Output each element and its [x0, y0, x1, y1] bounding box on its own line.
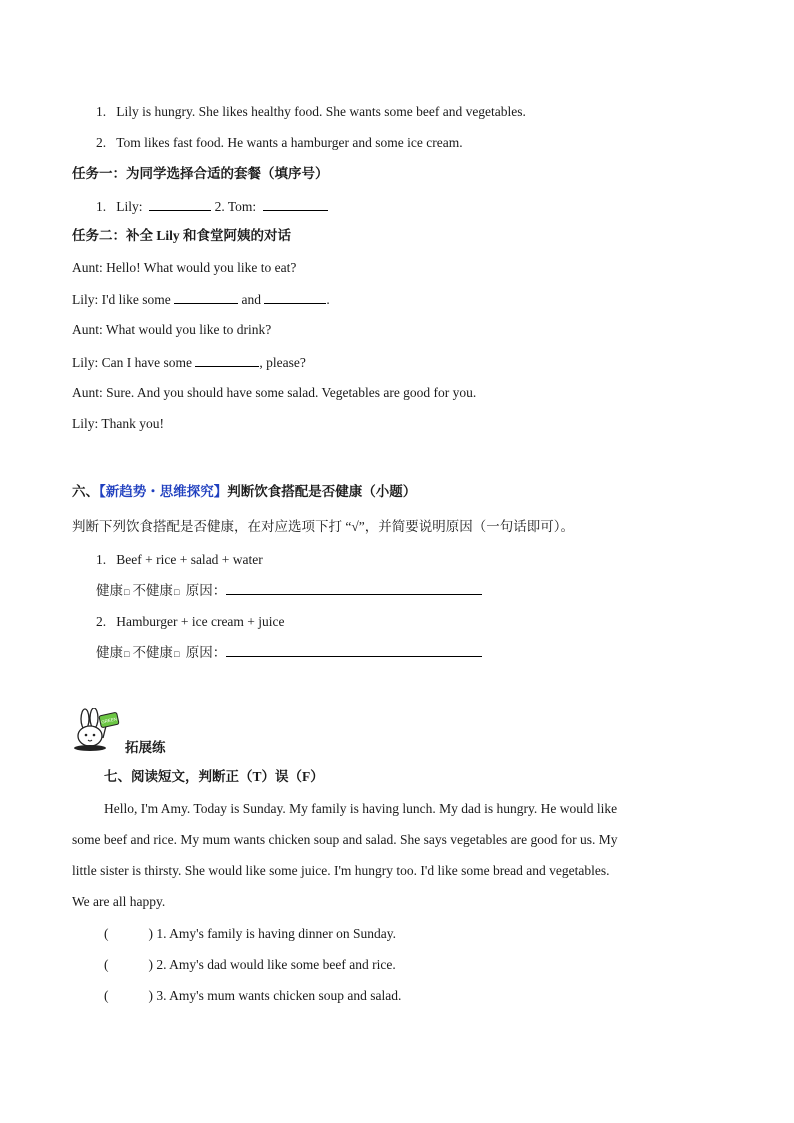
- unhealthy-label: 不健康: [132, 645, 173, 660]
- lily-label: Lily:: [116, 199, 143, 214]
- dialogue-text: , please?: [259, 355, 306, 370]
- answer-paren-close[interactable]: ): [148, 957, 153, 972]
- reason-label: 原因：: [185, 645, 227, 660]
- answer-paren-open[interactable]: (: [104, 926, 109, 941]
- dialogue-text: Lily: I'd like some: [72, 292, 171, 307]
- extension-title: 拓展练: [125, 740, 166, 755]
- passage-line-2: some beef and rice. My mum wants chicken soup and salad. She says vegetables are good for us. My: [72, 832, 618, 847]
- healthy-label: 健康: [96, 645, 123, 660]
- tf-question-3: [104, 987, 401, 1005]
- dialogue-text: and: [241, 292, 262, 307]
- section-title: 判断饮食搭配是否健康（小题）: [227, 484, 417, 499]
- passage-line-4: We are all happy.: [72, 894, 166, 909]
- section6-heading: [72, 483, 416, 501]
- dialogue-line-1: Aunt: Hello! What would you like to eat?: [72, 260, 297, 275]
- unhealthy-checkbox[interactable]: □: [173, 587, 180, 597]
- bunny-mascot-icon: [70, 708, 120, 752]
- section-number: 六、: [72, 484, 99, 499]
- tf-question-1: [104, 925, 396, 943]
- reason-label: 原因：: [185, 583, 227, 598]
- item-number: 1.: [96, 552, 107, 567]
- diet-item-1: [96, 551, 263, 569]
- passage-line-3: little sister is thirsty. She would like some juice. I'm hungry too. I'd like some bread and vegetables.: [72, 863, 610, 878]
- item-text: Hamburger + ice cream + juice: [116, 614, 285, 629]
- tom-label: 2. Tom:: [214, 199, 257, 214]
- answer-paren-open[interactable]: (: [104, 988, 109, 1003]
- dialogue-line-4: [72, 353, 306, 372]
- dialogue-text: .: [326, 292, 330, 307]
- tom-answer-blank[interactable]: [263, 197, 328, 211]
- item-text: Lily is hungry. She likes healthy food. She wants some beef and vegetables.: [116, 104, 526, 119]
- healthy-checkbox[interactable]: □: [124, 587, 130, 597]
- dialogue-line-3: Aunt: What would you like to drink?: [72, 322, 272, 337]
- trend-tag: 【新趋势・思维探究】: [99, 484, 228, 499]
- section6-instruction: 判断下列饮食搭配是否健康，在对应选项下打 “√”，并简要说明原因（一句话即可）。: [72, 519, 575, 534]
- tf-question-2: [104, 956, 396, 974]
- task1-answers: [96, 197, 328, 216]
- section7-title: 七、阅读短文，判断正（T）误（F）: [104, 769, 324, 784]
- intro-item-1: [96, 103, 526, 121]
- badge-text: GREEN: [100, 716, 118, 725]
- task2-title: 任务二：补全 Lily 和食堂阿姨的对话: [72, 228, 292, 243]
- dialogue-text: Lily: Can I have some: [72, 355, 192, 370]
- answer-paren-close[interactable]: ): [148, 988, 153, 1003]
- item-number: 1.: [96, 199, 107, 214]
- dialogue-line-5: Aunt: Sure. And you should have some salad. Vegetables are good for you.: [72, 385, 477, 400]
- drink-blank[interactable]: [195, 353, 259, 367]
- healthy-label: 健康: [96, 583, 123, 598]
- item-number: 2.: [96, 614, 107, 629]
- diet-judgement-2: [96, 643, 482, 663]
- unhealthy-label: 不健康: [132, 583, 173, 598]
- item-text: Tom likes fast food. He wants a hamburger and some ice cream.: [116, 135, 463, 150]
- task1-title: 任务一：为同学选择合适的套餐（填序号）: [72, 166, 329, 181]
- food-blank-1[interactable]: [174, 290, 238, 304]
- dialogue-line-2: [72, 290, 330, 309]
- passage-line-1: Hello, I'm Amy. Today is Sunday. My family is having lunch. My dad is hungry. He would like: [104, 801, 618, 816]
- question-text: 3. Amy's mum wants chicken soup and salad.: [156, 988, 402, 1003]
- reason-blank[interactable]: [226, 643, 482, 657]
- question-text: 1. Amy's family is having dinner on Sunday.: [156, 926, 397, 941]
- unhealthy-checkbox[interactable]: □: [173, 649, 180, 659]
- item-text: Beef + rice + salad + water: [116, 552, 263, 567]
- intro-item-2: [96, 134, 463, 152]
- healthy-checkbox[interactable]: □: [124, 649, 130, 659]
- answer-paren-open[interactable]: (: [104, 957, 109, 972]
- dialogue-line-6: Lily: Thank you!: [72, 416, 164, 431]
- diet-judgement-1: [96, 581, 482, 601]
- item-number: 2.: [96, 135, 107, 150]
- lily-answer-blank[interactable]: [149, 197, 211, 211]
- diet-item-2: [96, 613, 285, 631]
- item-number: 1.: [96, 104, 107, 119]
- answer-paren-close[interactable]: ): [148, 926, 153, 941]
- question-text: 2. Amy's dad would like some beef and rice.: [156, 957, 396, 972]
- reason-blank[interactable]: [226, 581, 482, 595]
- food-blank-2[interactable]: [264, 290, 326, 304]
